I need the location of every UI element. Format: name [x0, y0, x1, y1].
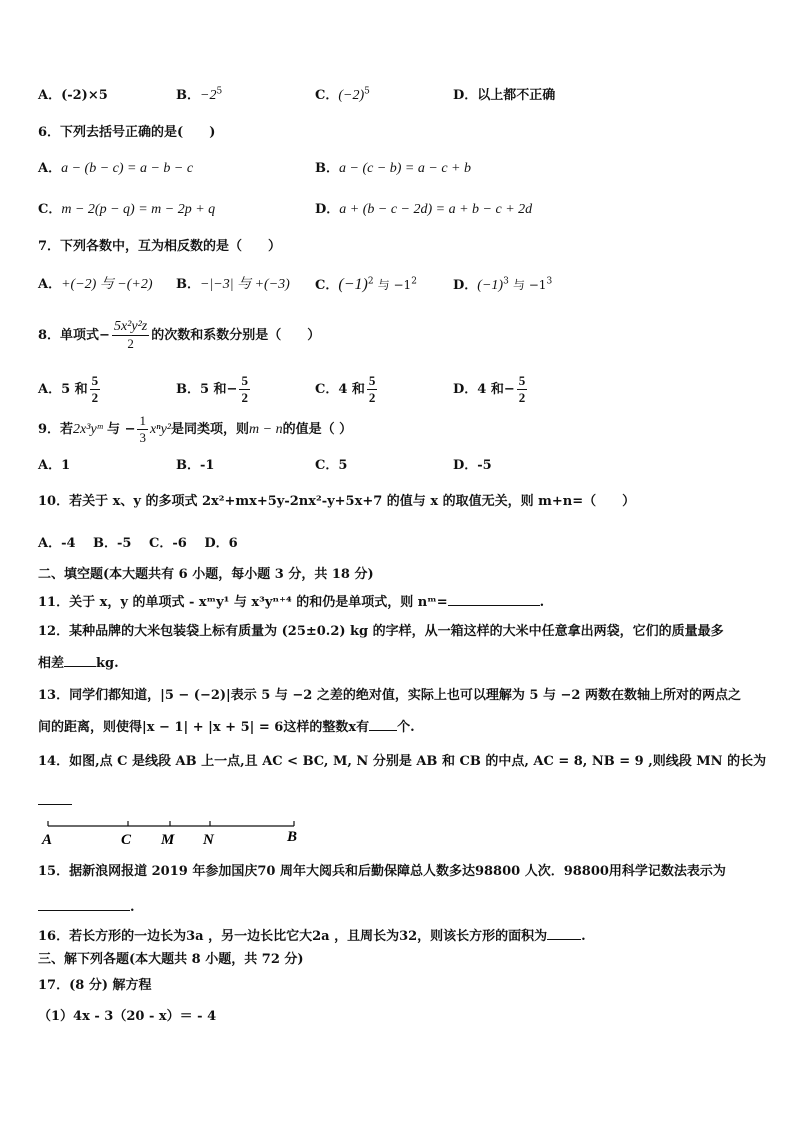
q15-blank[interactable]: [38, 896, 130, 911]
q8-fraction: $\frac{\text{5x²y²z}}{2}$: [113, 319, 148, 351]
q7-option-a: A．+(−2) 与 −(+2): [38, 277, 153, 292]
q11-stem: 11．关于 x，y 的单项式 - xᵐy¹ 与 x³yⁿ⁺⁴ 的和仍是单项式，则 nᵐ= .: [38, 591, 544, 613]
q5-option-d: D．以上都不正确: [453, 88, 556, 103]
q16-stem: 16．若长方形的一边长为3a ，另一边长比它大2a ，且周长为32，则该长方形的面积为 .: [38, 925, 586, 947]
q5-option-c: C．$(-2)^5$: [315, 86, 370, 103]
q5-option-b: B．$-2^5$: [176, 86, 223, 103]
point-label-c: C: [121, 832, 132, 848]
q12-blank[interactable]: [64, 652, 96, 667]
q6-stem: 6．下列去括号正确的是( ): [38, 125, 216, 140]
q9-option-a: A．1: [38, 458, 71, 473]
point-label-n: N: [203, 832, 214, 848]
point-label-a: A: [42, 832, 53, 848]
q10-options: A．-4 B．-5 C．-6 D．6: [38, 536, 238, 551]
section2-heading: 二、填空题(本大题共有 6 小题，每小题 3 分，共 18 分): [38, 567, 374, 582]
q7-stem: 7．下列各数中，互为相反数的是（ ）: [38, 239, 282, 254]
q6-option-c: C．m − 2(p − q) = m − 2p + q: [38, 202, 216, 217]
q9-stem: 9．若2x³yᵐ 与 − $\frac{1}{3}$ xⁿy²是同类项，则m − n的值是（ ）: [38, 413, 353, 445]
q15-line2: .: [38, 896, 135, 918]
q12-line2: 相差 kg.: [38, 652, 119, 674]
q15-line1: 15．据新浪网报道 2019 年参加国庆70 周年大阅兵和后勤保障总人数多达98800 人次．98800用科学记数法表示为: [38, 864, 726, 879]
point-label-m: M: [161, 832, 175, 848]
q13-line1: 13．同学们都知道，|5 − (−2)|表示 5 与 −2 之差的绝对值，实际上也可以理解为 5 与 −2 两数在数轴上所对的两点之: [38, 688, 741, 703]
q8-option-b: B．5 和− $\frac{5}{2}$: [176, 373, 248, 405]
q14-blank-row: [38, 790, 72, 812]
q9-option-d: D．-5: [453, 458, 492, 473]
q8-option-a: A．5 和 $\frac{5}{2}$: [38, 373, 99, 405]
q16-blank[interactable]: [547, 925, 581, 940]
q5-option-a: A．(-2)×5: [38, 88, 108, 103]
point-label-b: B: [287, 829, 298, 845]
q7-option-c: C．$(-1)^2$ 与 $-1^2$: [315, 276, 417, 293]
q6-option-d: D．a + (b − c − 2d) = a + b − c + 2d: [315, 202, 533, 217]
q9-option-c: C．5: [315, 458, 348, 473]
q13-blank[interactable]: [369, 716, 397, 731]
q13-line2: 间的距离，则使得|x − 1| + |x + 5| = 6这样的整数x有 个.: [38, 716, 415, 738]
q14-segment-diagram: [38, 818, 308, 852]
q17-part1: （1）4x - 3（20 - x）＝ - 4: [38, 1009, 217, 1024]
section3-heading: 三、解下列各题(本大题共 8 小题，共 72 分): [38, 952, 304, 967]
q7-option-d: D．$(-1)^3$ 与 $-1^3$: [453, 276, 553, 293]
q8-option-d: D．4 和− $\frac{5}{2}$: [453, 373, 526, 405]
q14-blank[interactable]: [38, 790, 72, 805]
q11-blank[interactable]: [448, 591, 540, 606]
q10-stem: 10．若关于 x、y 的多项式 2x²+mx+5y-2nx²-y+5x+7 的值与 x 的取值无关，则 m+n=（ ）: [38, 494, 636, 509]
q8-stem: 8．单项式− $\frac{\text{5x²y²z}}{2}$ 的次数和系数分别是（ ）: [38, 319, 321, 351]
q6-option-a: A．a − (b − c) = a − b − c: [38, 161, 194, 176]
q17-stem: 17．(8 分) 解方程: [38, 978, 152, 993]
q8-option-c: C．4 和 $\frac{5}{2}$: [315, 373, 376, 405]
q9-option-b: B．-1: [176, 458, 215, 473]
q7-option-b: B．−|−3| 与 +(−3): [176, 277, 290, 292]
q12-line1: 12．某种品牌的大米包装袋上标有质量为 (25±0.2) kg 的字样，从一箱这样的大米中任意拿出两袋，它们的质量最多: [38, 624, 724, 639]
q6-option-b: B．a − (c − b) = a − c + b: [315, 161, 471, 176]
q14-line1: 14．如图,点 C 是线段 AB 上一点,且 AC < BC, M, N 分别是 AB 和 CB 的中点, AC = 8, NB = 9 ,则线段 MN 的长为: [38, 754, 767, 769]
